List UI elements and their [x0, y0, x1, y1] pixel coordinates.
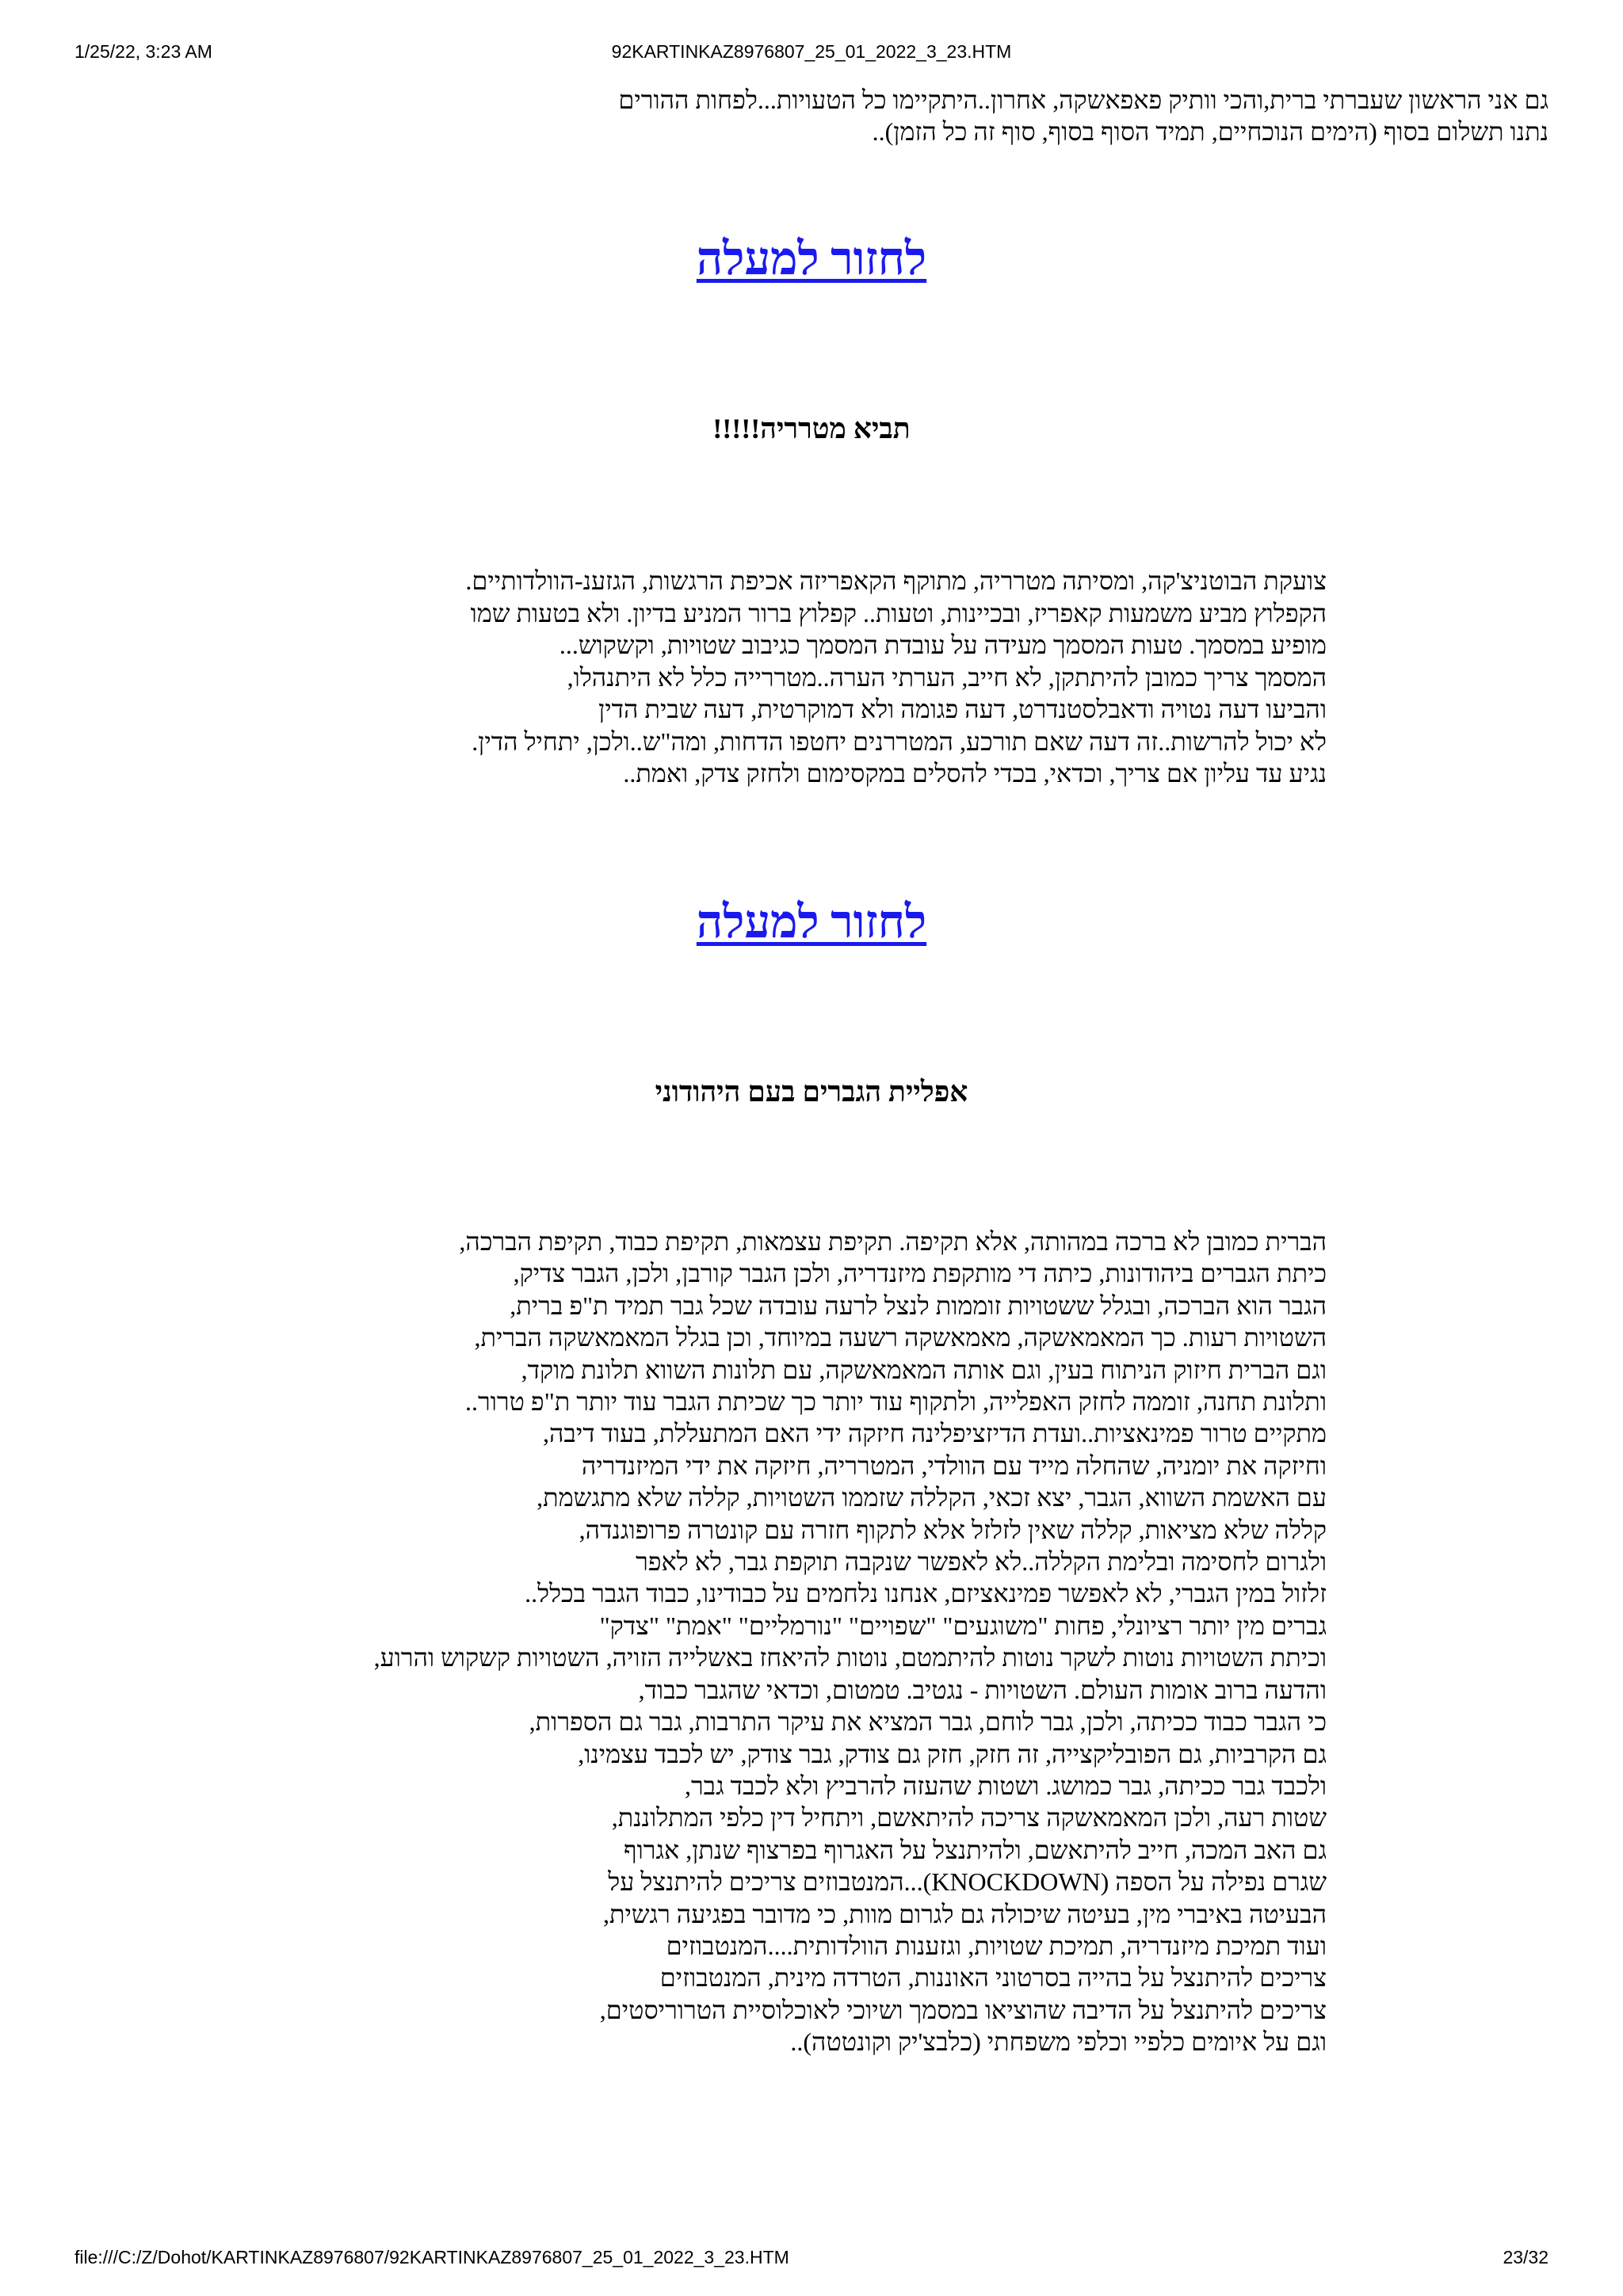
- section-heading: תביא מטרריה!!!!!: [712, 413, 911, 444]
- text-line: צועקת הבוטניצ'קה, ומסיתה מטרריה, מתוקף הקאפריזה אכיפת הרגשות, הגזענ-הוולדותיים.: [465, 566, 1327, 595]
- text-line: גם אני הראשון שעברתי ברית,והכי וותיק פאפאשקה, אחרון..היתקיימו כל הטעויות...לפחות ההורים: [618, 86, 1549, 114]
- print-footer-file-path: file:///C:/Z/Dohot/KARTINKAZ8976807/92KARTINKAZ8976807_25_01_2022_3_23.HTM: [74, 2247, 789, 2267]
- text-line: נתנו תשלום בסוף (הימים הנוכחיים, תמיד הסוף בסוף, סוף זה כל הזמן)..: [872, 117, 1549, 146]
- text-line: ותלונת תחנה, זוממה לחזק האפלייה, ולתקוף עוד יותר כך שכיתת הגבר עוד יותר ת"פ טרור..: [464, 1387, 1327, 1417]
- text-line: וגם הברית חיזוק הניתוח בעין, וגם אותה המאמאשקה, עם תלונות השווא תלונת מוקד,: [521, 1355, 1327, 1384]
- text-line: וחיזקה את יומניה, שהחלה מייד עם הוולדי, המטרריה, חיזקה את ידי המיזנדריה: [581, 1451, 1327, 1480]
- text-line: כיתת הגברים ביהודונות, כיתה די מותקפת מיזנדריה, ולכן הגבר קורבן, ולכן, הגבר צדיק,: [513, 1259, 1327, 1288]
- text-line: ועוד תמיכת מיזנדריה, תמיכת שטויות, וגזענות הוולדותית....המנטבוזים: [666, 1931, 1327, 1960]
- text-line: השטויות רעות. כך המאמאשקה, מאמאשקה רשעה במיוחד, וכן בגלל המאמאשקה הברית,: [474, 1323, 1327, 1352]
- text-line: והדעה ברוב אומות העולם. השטויות - נגטיב. טמטום, וכדאי שהגבר כבוד,: [638, 1675, 1327, 1704]
- back-to-top-link[interactable]: לחזור למעלה: [696, 896, 927, 948]
- print-header-title: 92KARTINKAZ8976807_25_01_2022_3_23.HTM: [611, 41, 1012, 62]
- text-line: שגרם נפילה על הספה (KNOCKDOWN)...המנטבוזים צריכים להיתנצל על: [608, 1867, 1327, 1897]
- text-line: המסמך צריך כמובן להיתתקן, לא חייב, הערתי הערה..מטררייה כלל לא היתנהלו,: [567, 662, 1327, 692]
- text-line: עם האשמת השווא, הגבר, יצא זכאי, הקללה שזממו השטויות, קללה שלא מתגשמת,: [537, 1483, 1327, 1512]
- back-to-top-link[interactable]: לחזור למעלה: [696, 233, 927, 284]
- text-line: שטות רעה, ולכן המאמאשקה צריכה להיתאשם, ויתחיל דין כלפי המתלוננת,: [611, 1803, 1327, 1833]
- text-line: ולכבד גבר ככיתה, גבר כמושג. ושטות שהעזה להרביץ ולא לכבד גבר,: [684, 1771, 1327, 1800]
- text-line: וגם על איומים כלפיי וכלפי משפחתי (כלבצ'יק וקונטטה)..: [790, 2027, 1327, 2057]
- text-line: לא יכול להרשות..זה דעה שאם תורכע, המטררנים יחטפו הדחות, ומה"ש..ולכן, יתחיל הדין.: [472, 727, 1327, 756]
- text-line: מתקיים טרור פמינאציות..ועדת הדיזציפלינה חיזקה ידי האם המתעללת, בעוד דיבה,: [542, 1419, 1327, 1448]
- text-line: כי הגבר כבוד ככיתה, ולכן, גבר לוחם, גבר המציא את עיקר התרבות, גבר גם הספרות,: [529, 1707, 1327, 1737]
- text-line: הברית כמובן לא ברכה במהותה, אלא תקיפה. תקיפת עצמאות, תקיפת כבוד, תקיפת הברכה,: [459, 1227, 1327, 1256]
- print-footer: [0, 2247, 1623, 2271]
- text-line: נגיע עד עליון אם צריך, וכדאי, בכדי להסלים במקסימום ולחזק צדק, ואמת..: [623, 759, 1327, 788]
- section-paragraph: [465, 565, 1327, 790]
- text-line: הקפלוץ מביע משמעות קאפריז, ובכיינות, וטעות.. קפלוץ ברור המניע בדיון. ולא בטעות שמו: [470, 598, 1327, 627]
- text-line: צריכים להיתנצל על הדיבה שהוציאו במסמך ושיוכי לאוכלוסיית הטרוריסטים,: [599, 1995, 1327, 2024]
- text-line: גם הקרביות, גם הפובליקצייה, זה חזק, חזק גם צודק, גבר צודק, יש לכבד עצמינו,: [578, 1739, 1327, 1768]
- text-line: גם האב המכה, חייב להיתאשם, ולהיתנצל על האגרוף בפרצוף שנתן, אגרוף: [624, 1835, 1327, 1864]
- text-line: צריכים להיתנצל על בהייה בסרטוני האוננות, הטרדה מינית, המנטבוזים: [659, 1963, 1327, 1993]
- print-header-datetime: 1/25/22, 3:23 AM: [74, 41, 212, 62]
- text-line: הבעיטה באיברי מין, בעיטה שיכולה גם לגרום מוות, כי מדובר בפגיעה רגשית,: [602, 1899, 1327, 1928]
- section-heading: אפליית הגברים בעם היהודוני: [655, 1076, 968, 1108]
- text-line: מופיע במסמך. טעות המסמך מעידה על עובדת המסמך כגיבוב שטויות, וקשקוש...: [559, 631, 1327, 659]
- print-header: [0, 41, 1623, 65]
- text-line: ולגרום לחסימה ובלימת הקללה..לא לאפשר שנקבה תוקפת גבר, לא לאפר: [636, 1547, 1327, 1577]
- text-line: גברים מין יותר רציונלי, פחות "משוגעים" "שפויים" "נורמליים" "אמת" "צדק": [599, 1611, 1327, 1640]
- section-paragraph: [374, 1226, 1327, 2058]
- text-line: והביעו דעה נטויה ודאבלסטנדרט, דעה פגומה ולא דמוקרטית, דעה שבית הדין: [598, 695, 1327, 723]
- text-line: זלזול במין הגברי, לא לאפשר פמינאציזם, אנחנו נלחמים על כבודינו, כבוד הגבר בכלל..: [525, 1579, 1327, 1608]
- text-line: הגבר הוא הברכה, ובגלל ששטויות זוממות לנצל לרעה עובדה שכל גבר תמיד ת"פ ברית,: [510, 1291, 1327, 1320]
- text-line: וכיתת השטויות נוטות לשקר נוטות להיתמטם, נוטות להיאחז באשלייה הזויה, השטויות קשקוש והרוע,: [373, 1643, 1327, 1672]
- page-indicator: 23/32: [1503, 2247, 1549, 2267]
- intro-paragraph: [618, 84, 1549, 147]
- text-line: קללה שלא מציאות, קללה שאין לזלזל אלא לתקוף חזרה עם קונטרה פרופוגנדה,: [579, 1515, 1327, 1544]
